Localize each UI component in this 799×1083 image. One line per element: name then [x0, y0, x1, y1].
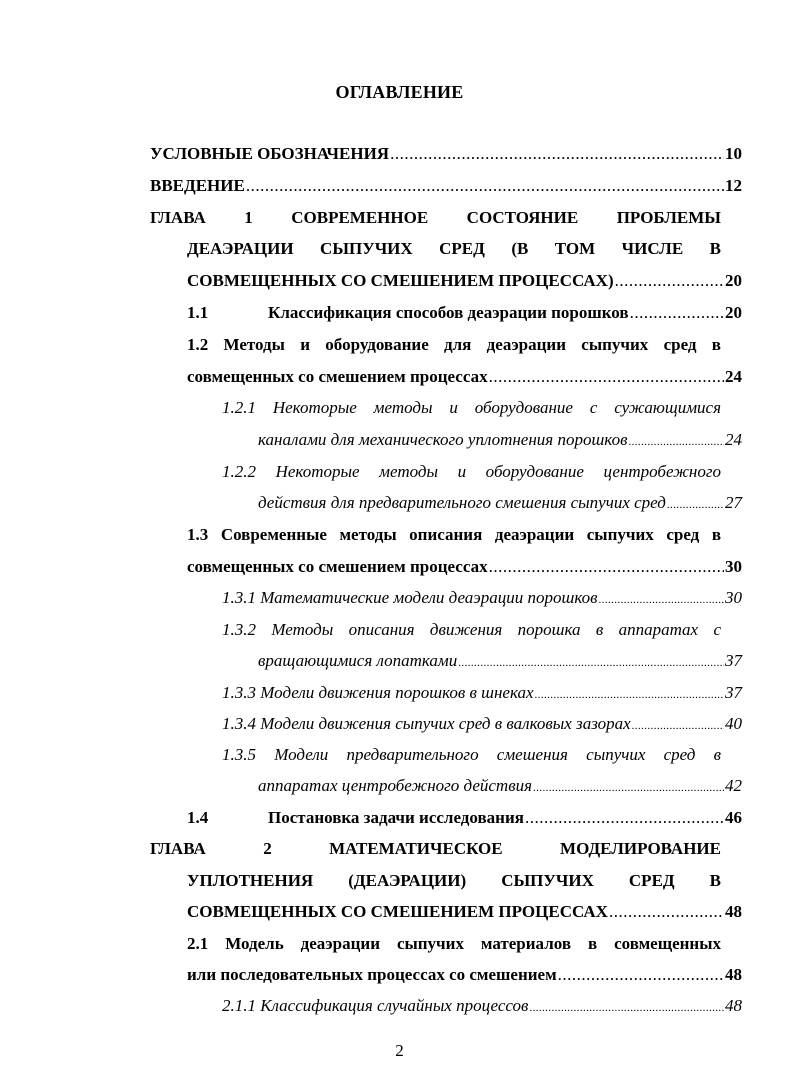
toc-page-number: 48 — [725, 965, 742, 984]
toc-leader — [390, 143, 724, 165]
toc-section-number: 1.1 — [187, 303, 209, 322]
toc-section-1-4[interactable] — [268, 807, 742, 829]
toc-chapter-1-line2[interactable]: ДЕАЭРАЦИИ СЫПУЧИХ СРЕД (В ТОМ ЧИСЛЕ В — [187, 239, 721, 258]
toc-entry-text: действия для предварительного смешения сыпучих сред — [258, 493, 666, 512]
toc-subsection-1-3-2-line1[interactable]: 1.3.2 Методы описания движения порошка в аппаратах с — [222, 620, 721, 639]
toc-entry-text: Постановка задачи исследования — [268, 808, 524, 827]
toc-leader — [533, 777, 724, 799]
toc-leader — [535, 684, 724, 706]
page-title: ОГЛАВЛЕНИЕ — [335, 82, 464, 102]
toc-entry-introduction[interactable] — [150, 175, 742, 197]
toc-leader — [458, 652, 724, 674]
toc-entry-text: 1.3.1 Математические модели деаэрации порошков — [222, 588, 598, 607]
toc-page-number: 24 — [725, 367, 742, 386]
toc-leader — [558, 964, 724, 986]
toc-leader — [615, 270, 724, 292]
toc-page-number: 27 — [725, 493, 742, 512]
toc-entry-text: или последовательных процессах со смешением — [187, 965, 557, 984]
toc-subsection-1-3-5-line1[interactable]: 1.3.5 Модели предварительного смешения сыпучих сред в — [222, 745, 721, 764]
toc-entry-notation[interactable] — [150, 143, 742, 165]
toc-subsection-1-3-5-line2[interactable] — [258, 775, 742, 797]
toc-chapter-2-line2[interactable]: УПЛОТНЕНИЯ (ДЕАЭРАЦИИ) СЫПУЧИХ СРЕД В — [187, 871, 721, 890]
toc-leader — [246, 175, 724, 197]
toc-page-number: 48 — [725, 996, 742, 1015]
toc-leader — [489, 366, 724, 388]
toc-page-number: 24 — [725, 430, 742, 449]
toc-entry-text: 2.1.1 Классификация случайных процессов — [222, 996, 529, 1015]
toc-subsection-1-3-4[interactable] — [222, 713, 742, 735]
toc-subsection-1-3-2-line2[interactable] — [258, 650, 742, 672]
toc-page-number: 40 — [725, 714, 742, 733]
toc-chapter-2-line1[interactable]: ГЛАВА 2 МАТЕМАТИЧЕСКОЕ МОДЕЛИРОВАНИЕ — [150, 839, 721, 858]
toc-entry-text: Классификация способов деаэрации порошков — [268, 303, 629, 322]
toc-chapter-2-line3[interactable] — [187, 901, 742, 923]
toc-subsection-2-1-1[interactable] — [222, 995, 742, 1017]
toc-subsection-1-3-3[interactable] — [222, 682, 742, 704]
toc-page-number: 48 — [725, 902, 742, 921]
toc-subsection-1-2-2-line2[interactable] — [258, 492, 742, 514]
toc-section-1-1[interactable] — [268, 302, 742, 324]
toc-section-1-3-line1[interactable]: 1.3 Современные методы описания деаэрации сыпучих сред в — [187, 525, 721, 544]
page-number: 2 — [395, 1041, 404, 1060]
toc-leader — [628, 431, 724, 453]
toc-leader — [630, 302, 724, 324]
toc-page-number: 20 — [725, 303, 742, 322]
toc-subsection-1-2-2-line1[interactable]: 1.2.2 Некоторые методы и оборудование центробежного — [222, 462, 721, 481]
toc-subsection-1-3-1[interactable] — [222, 587, 742, 609]
toc-section-1-2-line2[interactable] — [187, 366, 742, 388]
toc-chapter-1-line1[interactable]: ГЛАВА 1 СОВРЕМЕННОЕ СОСТОЯНИЕ ПРОБЛЕМЫ — [150, 208, 721, 227]
toc-page-number: 46 — [725, 808, 742, 827]
toc-leader — [489, 556, 724, 578]
toc-entry-text: совмещенных со смешением процессах — [187, 367, 488, 386]
toc-section-number: 1.4 — [187, 808, 209, 827]
toc-leader — [529, 997, 724, 1019]
toc-page-number: 42 — [725, 776, 742, 795]
toc-subsection-1-2-1-line2[interactable] — [258, 429, 742, 451]
toc-entry-text: 1.3.4 Модели движения сыпучих сред в валковых зазорах — [222, 714, 631, 733]
toc-leader — [609, 901, 724, 923]
toc-section-1-3-line2[interactable] — [187, 556, 742, 578]
toc-page-number: 20 — [725, 271, 742, 290]
toc-page-number: 12 — [725, 176, 742, 195]
toc-leader — [525, 807, 724, 829]
toc-leader — [632, 715, 724, 737]
toc-entry-text: УСЛОВНЫЕ ОБОЗНАЧЕНИЯ — [150, 144, 390, 163]
toc-entry-text: совмещенных со смешением процессах — [187, 557, 488, 576]
toc-entry-text: вращающимися лопатками — [258, 651, 458, 670]
toc-entry-text: СОВМЕЩЕННЫХ СО СМЕШЕНИЕМ ПРОЦЕССАХ) — [187, 271, 614, 290]
toc-page-number: 37 — [725, 683, 742, 702]
toc-leader — [599, 589, 724, 611]
toc-chapter-1-line3[interactable] — [187, 270, 742, 292]
toc-entry-text: каналами для механического уплотнения порошков — [258, 430, 628, 449]
toc-page-number: 30 — [725, 557, 742, 576]
toc-section-2-1-line2[interactable] — [187, 964, 742, 986]
toc-page-number: 37 — [725, 651, 742, 670]
toc-entry-text: СОВМЕЩЕННЫХ СО СМЕШЕНИЕМ ПРОЦЕССАХ — [187, 902, 608, 921]
toc-page-number: 30 — [725, 588, 742, 607]
toc-page-number: 10 — [725, 144, 742, 163]
toc-entry-text: ВВЕДЕНИЕ — [150, 176, 245, 195]
toc-section-1-2-line1[interactable]: 1.2 Методы и оборудование для деаэрации сыпучих сред в — [187, 335, 721, 354]
toc-subsection-1-2-1-line1[interactable]: 1.2.1 Некоторые методы и оборудование с сужающимися — [222, 398, 721, 417]
toc-leader — [667, 494, 724, 516]
toc-section-2-1-line1[interactable]: 2.1 Модель деаэрации сыпучих материалов в совмещенных — [187, 934, 721, 953]
toc-entry-text: аппаратах центробежного действия — [258, 776, 532, 795]
toc-entry-text: 1.3.3 Модели движения порошков в шнеках — [222, 683, 534, 702]
